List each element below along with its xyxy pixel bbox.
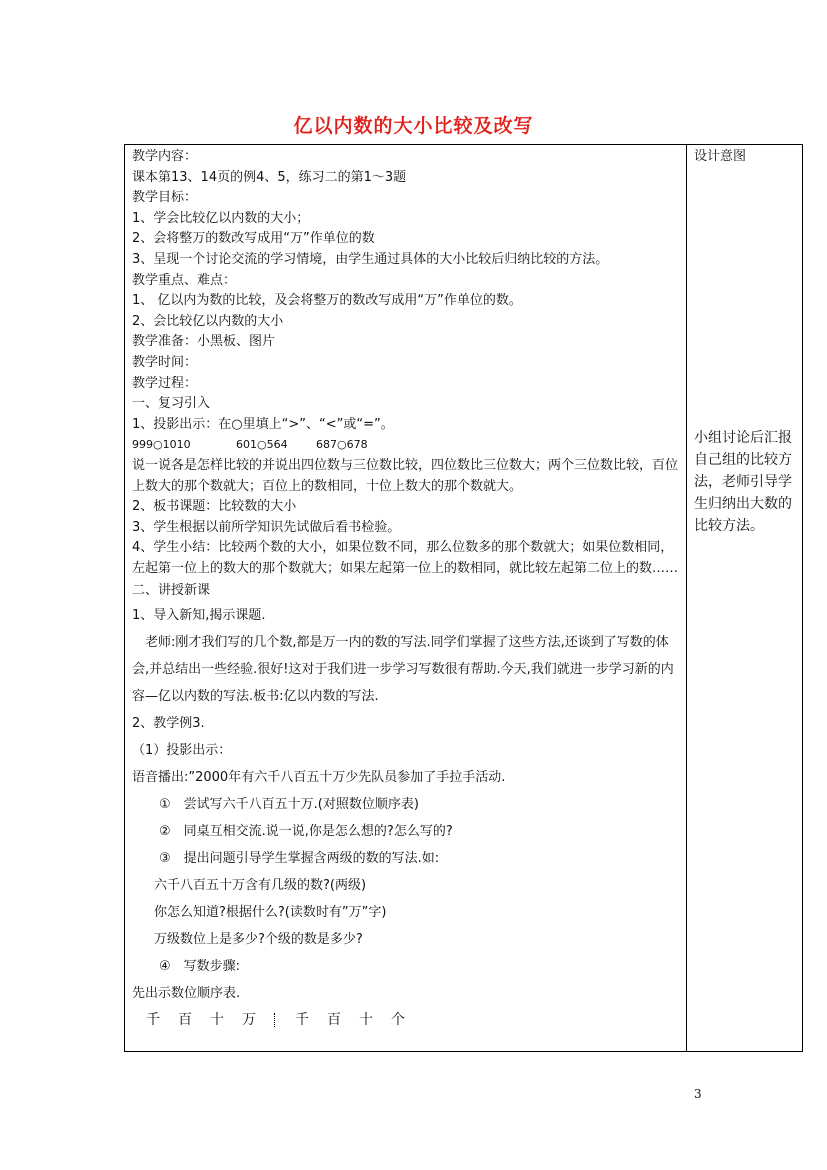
line-preparation: 教学准备：小黑板、图片 xyxy=(132,334,276,350)
line-intro-new: 1、导入新知,揭示课题. xyxy=(132,608,266,624)
line-goal-1: 1、学会比较亿以内数的大小； xyxy=(132,210,310,226)
line-board-title: 2、板书课题：比较数的大小 xyxy=(132,499,297,515)
document-title: 亿以内数的大小比较及改写 xyxy=(293,115,534,137)
line-projection-2: （1）投影出示： xyxy=(132,743,232,759)
question-3: 万级数位上是多少?个级的数是多少? xyxy=(154,932,363,948)
line-focus-1: 1、 亿以内为数的比较，及会将整万的数改写成用“万”作单位的数。 xyxy=(132,293,522,309)
digit-bai: 百 xyxy=(327,1012,341,1029)
column-divider xyxy=(686,145,687,1051)
exercise-3: 687○678 xyxy=(316,438,368,452)
line-example-3: 2、教学例3. xyxy=(132,716,205,732)
line-content-label: 教学内容： xyxy=(132,149,198,164)
digit-wan: 万 xyxy=(242,1012,256,1029)
line-focus-label: 教学重点、难点： xyxy=(132,272,237,288)
digit-bai-wan: 百 xyxy=(178,1012,192,1029)
line-student-summary: 4、学生小结：比较两个数的大小，如果位数不同，那么位数多的那个数就大；如果位数相同，左起第一位上的数大的那个数就大；如果左起第一位上的数相同，就比较左起第二位上的数…… xyxy=(132,540,679,576)
step-2: ② 同桌互相交流.说一说,你是怎么想的?怎么写的? xyxy=(159,824,453,840)
line-goal-2: 2、会将整万的数改写成用“万”作单位的数 xyxy=(132,231,375,247)
line-projection: 1、投影出示：在○里填上“>”、“<”或“=”。 xyxy=(132,416,394,432)
line-explain-compare: 说一说各是怎样比较的并说出四位数与三位数比较，四位数比三位数大；两个三位数比较，百位上数大的那个数就大；百位上的数相同，十位上数大的那个数就大。 xyxy=(132,457,679,494)
digit-ge: 个 xyxy=(391,1012,405,1029)
design-intent-note: 小组讨论后汇报自己组的比较方法，老师引导学生归纳出大数的比较方法。 xyxy=(694,430,792,534)
question-1: 六千八百五十万含有几级的数?(两级) xyxy=(154,878,367,894)
page-number: 3 xyxy=(694,1087,702,1101)
line-content-pages: 课本第13、14页的例4、5，练习二的第1～3题 xyxy=(132,169,407,185)
step-4: ④ 写数步骤: xyxy=(159,959,241,975)
digit-qian: 千 xyxy=(295,1012,309,1029)
line-section-new: 二、讲授新课 xyxy=(132,583,211,599)
design-intent-header: 设计意图 xyxy=(694,149,747,164)
comparison-exercises xyxy=(132,435,682,456)
teaching-content-column xyxy=(132,147,682,1034)
line-audio: 语音播出:”2000年有六千八百五十万少先队员参加了手拉手活动. xyxy=(132,770,506,786)
exercise-1: 999○1010 xyxy=(132,438,191,452)
question-2: 你怎么知道?根据什么?(读数时有”万”字) xyxy=(154,905,387,921)
place-value-row xyxy=(132,1007,682,1034)
lesson-plan-table xyxy=(124,144,803,1052)
exercise-2: 601○564 xyxy=(236,438,288,452)
line-goal-3: 3、呈现一个讨论交流的学习情境，由学生通过具体的大小比较后归纳比较的方法。 xyxy=(132,251,609,267)
line-process-label: 教学过程： xyxy=(132,375,198,391)
line-focus-2: 2、会比较亿以内数的大小 xyxy=(132,313,284,329)
line-goals-label: 教学目标： xyxy=(132,190,198,206)
digit-qian-wan: 千 xyxy=(146,1012,160,1029)
digit-shi-wan: 十 xyxy=(210,1012,224,1029)
digit-shi: 十 xyxy=(359,1012,373,1029)
step-3: ③ 提出问题引导学生掌握含两级的数的写法.如: xyxy=(159,851,440,867)
line-place-value-intro: 先出示数位顺序表. xyxy=(132,986,241,1002)
line-time-label: 教学时间： xyxy=(132,354,198,370)
line-teacher-talk: 老师:刚才我们写的几个数,都是万一内的数的写法.同学们掌握了这些方法,还谈到了写数的体会,并总结出一些经验.很好!这对于我们进一步学习写数很有帮助.今天,我们就进一步学习新的内容—亿以内数的写法.板书:亿以内数的写法. xyxy=(132,635,674,705)
line-section-review: 一、复习引入 xyxy=(132,396,211,412)
line-student-try: 3、学生根据以前所学知识先试做后看书检验。 xyxy=(132,519,401,535)
step-1: ① 尝试写六千八百五十万.(对照数位顺序表) xyxy=(159,797,419,813)
level-separator xyxy=(274,1013,277,1027)
